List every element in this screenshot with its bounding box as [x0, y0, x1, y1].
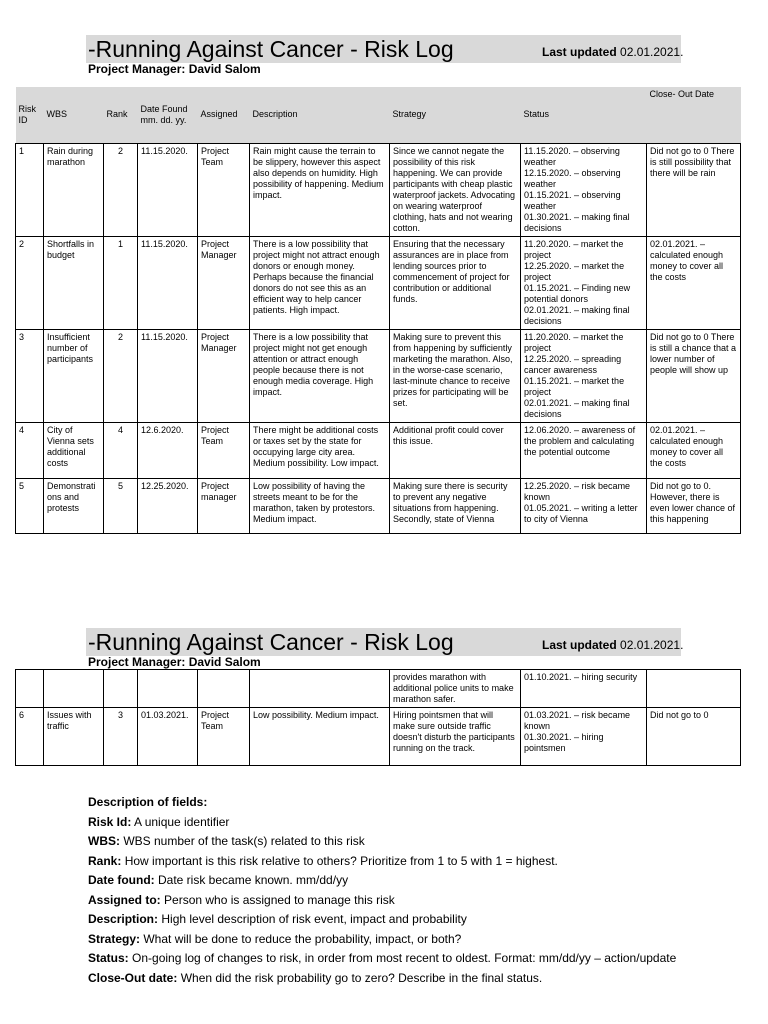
risk-date: 12.6.2020. — [138, 422, 198, 478]
risk-wbs: Shortfalls in budget — [44, 236, 104, 329]
risk-wbs: Issues with traffic — [44, 708, 104, 766]
field-assigned-to: Assigned to: Person who is assigned to manage this risk — [88, 892, 395, 907]
table-row — [16, 143, 741, 236]
risk-assigned: Project Team — [198, 422, 250, 478]
page-title: -Running Against Cancer - Risk Log — [88, 629, 454, 655]
col-close-out: Close- Out Date — [647, 87, 741, 143]
risk-description: Low possibility. Medium impact. — [250, 708, 390, 766]
col-description: Description — [250, 87, 390, 143]
risk-rank: 3 — [104, 708, 138, 766]
col-strategy: Strategy — [390, 87, 521, 143]
risk-wbs: Insufficient number of participants — [44, 329, 104, 422]
table-row — [16, 708, 741, 766]
risk-status: 01.03.2021. – risk became known 01.30.2021. – hiring pointsmen — [521, 708, 647, 766]
risk-strategy: Hiring pointsmen that will make sure outside traffic doesn't disturb the participants running on the track. — [390, 708, 521, 766]
table-row — [16, 422, 741, 478]
risk-assigned: Project Manager — [198, 236, 250, 329]
field-status: Status: On-going log of changes to risk, in order from most recent to oldest. Format: mm/dd/yy – action/update — [88, 951, 677, 965]
risk-status: 11.20.2020. – market the project 12.25.2020. – market the project 01.15.2021. – Finding new potential donors 02.01.2021. – making final decisions — [521, 236, 647, 329]
risk-strategy: Ensuring that the necessary assurances are in place from lending sources prior to commencement of project for contribution or additional funds. — [390, 236, 521, 329]
risk-rank: 1 — [104, 236, 138, 329]
risk-assigned: Project Team — [198, 708, 250, 766]
risk-id: 4 — [16, 422, 44, 478]
risk-id: 6 — [16, 708, 44, 766]
risk-rank: 2 — [104, 329, 138, 422]
field-close-out-date: Close-Out date: When did the risk probability go to zero? Describe in the final status. — [88, 970, 543, 985]
risk-close-out: Did not go to 0 There is still a chance that a lower number of people will show up — [647, 329, 741, 422]
col-wbs: WBS — [44, 87, 104, 143]
risk-log-table — [15, 87, 741, 534]
col-assigned: Assigned — [198, 87, 250, 143]
table-row — [16, 236, 741, 329]
risk-wbs: Rain during marathon — [44, 143, 104, 236]
risk-assigned: Project Team — [198, 143, 250, 236]
table-row-continuation — [16, 670, 741, 708]
risk-date: 11.15.2020. — [138, 329, 198, 422]
risk-strategy: Since we cannot negate the possibility of this risk happening. We can provide participants with cheap plastic waterproof jackets. Advocating on wearing waterproof clothing, hats and not wearing cotton. — [390, 143, 521, 236]
project-manager: Project Manager: David Salom — [88, 655, 261, 669]
last-updated-value: 02.01.2021. — [620, 638, 684, 652]
col-status: Status — [521, 87, 647, 143]
risk-date: 12.25.2020. — [138, 478, 198, 533]
field-strategy: Strategy: What will be done to reduce the probability, impact, or both? — [88, 931, 462, 946]
risk-wbs: City of Vienna sets additional costs — [44, 422, 104, 478]
table-row — [16, 478, 741, 533]
risk-wbs: Demonstrations and protests — [44, 478, 104, 533]
risk-description: There is a low possibility that project might not attract enough donors or enough money. Perhaps because the financial donors do not see this as an efficient way to help cancer patients. High impact. — [250, 236, 390, 329]
risk-close-out: Did not go to 0 There is still possibility that there will be rain — [647, 143, 741, 236]
col-date-found: Date Found mm. dd. yy. — [138, 87, 198, 143]
risk-date: 11.15.2020. — [138, 143, 198, 236]
last-updated-label: Last updated — [542, 638, 617, 652]
field-description: Description: High level description of risk event, impact and probability — [88, 912, 467, 926]
risk-id: 5 — [16, 478, 44, 533]
field-date-found: Date found: Date risk became known. mm/dd/yy — [88, 873, 349, 887]
table-header-row — [16, 87, 741, 143]
col-risk-id: Risk ID — [16, 87, 44, 143]
risk-id: 1 — [16, 143, 44, 236]
table-row — [16, 329, 741, 422]
risk-close-out: Did not go to 0 — [647, 708, 741, 766]
risk-rank: 4 — [104, 422, 138, 478]
risk-status: 11.15.2020. – observing weather 12.15.2020. – observing weather 01.15.2021. – observing weather 01.30.2021. – making final decisions — [521, 143, 647, 236]
risk-status: 12.25.2020. – risk became known 01.05.2021. – writing a letter to city of Vienna — [521, 478, 647, 533]
risk-assigned: Project Manager — [198, 329, 250, 422]
risk-close-out: 02.01.2021. – calculated enough money to cover all the costs — [647, 422, 741, 478]
fields-heading: Description of fields: — [88, 795, 208, 809]
risk-log-table-continued — [15, 669, 741, 766]
risk-strategy: Additional profit could cover this issue. — [390, 422, 521, 478]
risk-strategy: Making sure there is security to prevent any negative situations from happening. Secondly, state of Vienna — [390, 478, 521, 533]
col-rank: Rank — [104, 87, 138, 143]
risk-id: 3 — [16, 329, 44, 422]
risk-date: 11.15.2020. — [138, 236, 198, 329]
risk-assigned: Project manager — [198, 478, 250, 533]
risk-status: 12.06.2020. – awareness of the problem and calculating the potential outcome — [521, 422, 647, 478]
risk-strategy: provides marathon with additional police units to make marathon safer. — [390, 670, 521, 708]
fields-legend — [88, 793, 676, 988]
risk-close-out: 02.01.2021. – calculated enough money to cover all the costs — [647, 236, 741, 329]
risk-rank: 2 — [104, 143, 138, 236]
risk-rank: 5 — [104, 478, 138, 533]
risk-description: Low possibility of having the streets meant to be for the marathon, taken by protestors. Medium impact. — [250, 478, 390, 533]
field-rank: Rank: How important is this risk relative to others? Prioritize from 1 to 5 with 1 = highest. — [88, 853, 558, 868]
risk-date: 01.03.2021. — [138, 708, 198, 766]
risk-status: 11.20.2020. – market the project 12.25.2020. – spreading cancer awareness 01.15.2021. – market the project 02.01.2021. – making final decisions — [521, 329, 647, 422]
risk-description: There is a low possibility that project might not get enough attention or attract enough people because there is not enough media coverage. High impact. — [250, 329, 390, 422]
last-updated — [542, 45, 683, 59]
risk-id: 2 — [16, 236, 44, 329]
page-title: -Running Against Cancer - Risk Log — [88, 36, 454, 62]
field-wbs: WBS: WBS number of the task(s) related to this risk — [88, 834, 365, 848]
risk-description: There might be additional costs or taxes set by the state for occupying large city area. Medium possibility. Low impact. — [250, 422, 390, 478]
last-updated-label: Last updated — [542, 45, 617, 59]
last-updated — [542, 638, 683, 652]
risk-close-out: Did not go to 0. However, there is even lower chance of this happening — [647, 478, 741, 533]
project-manager: Project Manager: David Salom — [88, 62, 261, 76]
last-updated-value: 02.01.2021. — [620, 45, 684, 59]
field-risk-id: Risk Id: A unique identifier — [88, 814, 230, 829]
risk-strategy: Making sure to prevent this from happening by sufficiently marketing the marathon. Also, in the worse-case scenario, last-minute chance to receive prizes for participating will be set. — [390, 329, 521, 422]
risk-status: 01.10.2021. – hiring security — [521, 670, 647, 708]
risk-description: Rain might cause the terrain to be slippery, however this aspect also depends on humidity. High possibility of happening. Medium impact. — [250, 143, 390, 236]
